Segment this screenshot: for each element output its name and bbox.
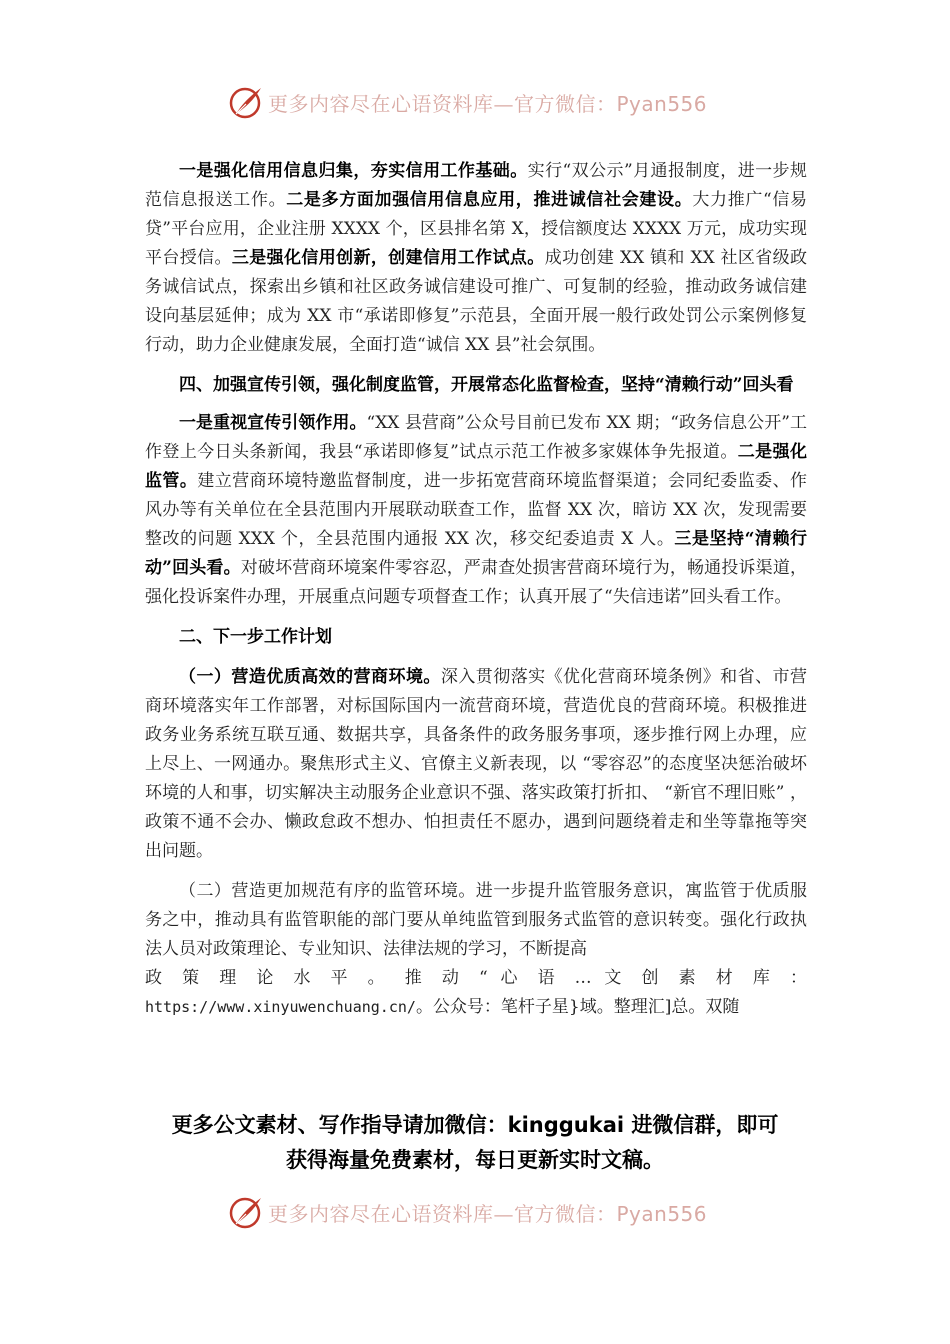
- next-plan-item-2-spread-line: 政 策 理 论 水 平 。 推 动 “ 心 语 … 文 创 素 材 库 ：: [145, 968, 807, 988]
- next-plan-item-2-url-line: https://www.xinyuwenchuang.cn/。公众号：笔杆子星}域。整理汇]总。双随: [145, 997, 740, 1017]
- footer-banner-text: 更多内容尽在心语资料库—官方微信：Pyan556: [268, 1201, 708, 1226]
- next-plan-heading: 二、下一步工作计划: [179, 627, 332, 647]
- promo-block: [140, 1108, 810, 1178]
- footer-banner: [228, 1192, 748, 1232]
- header-banner-text: 更多内容尽在心语资料库—官方微信：Pyan556: [268, 91, 708, 116]
- section-four-heading: 四、加强宣传引领，强化制度监管，开展常态化监督检查，坚持“清赖行动”回头看: [179, 375, 794, 395]
- header-wechat-id: Pyan556: [616, 91, 708, 116]
- header-banner: [228, 82, 748, 122]
- next-plan-item-1: （一）营造优质高效的营商环境。深入贯彻落实《优化营商环境条例》和省、市营商环境落实年工作部署，对标国际国内一流营商环境，营造优良的营商环境。积极推进政务业务系统互联互通、数据共享，具备条件的政务服务事项，逐步推行网上办理，应上尽上、一网通办。聚焦形式主义、官僚主义新表现，以 “零容忍”的态度坚决惩治破坏环境的人和事，切实解决主动服务企业意识不强、落实政策打折扣、 “新官不理旧账” ，政策不通不会办、懒政怠政不想办、怕担责任不愿办，遇到问题绕着走和坐等靠拖等突出问题。: [145, 667, 808, 861]
- credit-paragraph: 一是强化信用信息归集，夯实信用工作基础。实行“双公示”月通报制度，进一步规范信息报送工作。二是多方面加强信用信息应用，推进诚信社会建设。大力推广“信易贷”平台应用，企业注册 XXXX 个，区县排名第 X，授信额度达 XXXX 万元，成功实现平台授信。三是强化信用创新，创建信用工作试点。成功创建 XX 镇和 XX 社区省级政务诚信试点，探索出乡镇和社区政务诚信建设可推广、可复制的经验，推动政务诚信建设向基层延伸；成为 XX 市“承诺即修复”示范县，全面开展一般行政处罚公示案例修复行动，助力企业健康发展，全面打造“诚信 XX 县”社会氛围。: [145, 161, 808, 355]
- promo-line-1: 更多公文素材、写作指导请加微信：kinggukai 进微信群，即可: [171, 1113, 779, 1137]
- next-plan-item-2: （二）营造更加规范有序的监管环境。进一步提升监管服务意识，寓监管于优质服务之中，推动具有监管职能的部门要从单纯监管到服务式监管的意识转变。强化行政执法人员对政策理论、专业知识、法律法规的学习，不断提高: [145, 881, 807, 959]
- footer-wechat-id: Pyan556: [616, 1201, 708, 1226]
- source-url: https://www.xinyuwenchuang.cn/: [145, 998, 416, 1016]
- document-body: [145, 157, 807, 1022]
- feather-pen-logo-icon: [228, 1194, 264, 1230]
- feather-pen-logo-icon: [228, 84, 264, 120]
- section-four-paragraph: 一是重视宣传引领作用。“XX 县营商”公众号目前已发布 XX 期；“政务信息公开”工作登上今日头条新闻，我县“承诺即修复”试点示范工作被多家媒体争先报道。二是强化监管。建立营商环境特邀监督制度，进一步拓宽营商环境监督渠道；会同纪委监委、作风办等有关单位在全县范围内开展联动联查工作，监督 XX 次，暗访 XX 次，发现需要整改的问题 XXX 个，全县范围内通报 XX 次，移交纪委追责 X 人。三是坚持“清赖行动”回头看。对破坏营商环境案件零容忍，严肃查处损害营商环境行为，畅通投诉渠道，强化投诉案件办理，开展重点问题专项督查工作；认真开展了“失信违诺”回头看工作。: [145, 413, 808, 607]
- promo-line-2: 获得海量免费素材，每日更新实时文稿。: [286, 1148, 664, 1172]
